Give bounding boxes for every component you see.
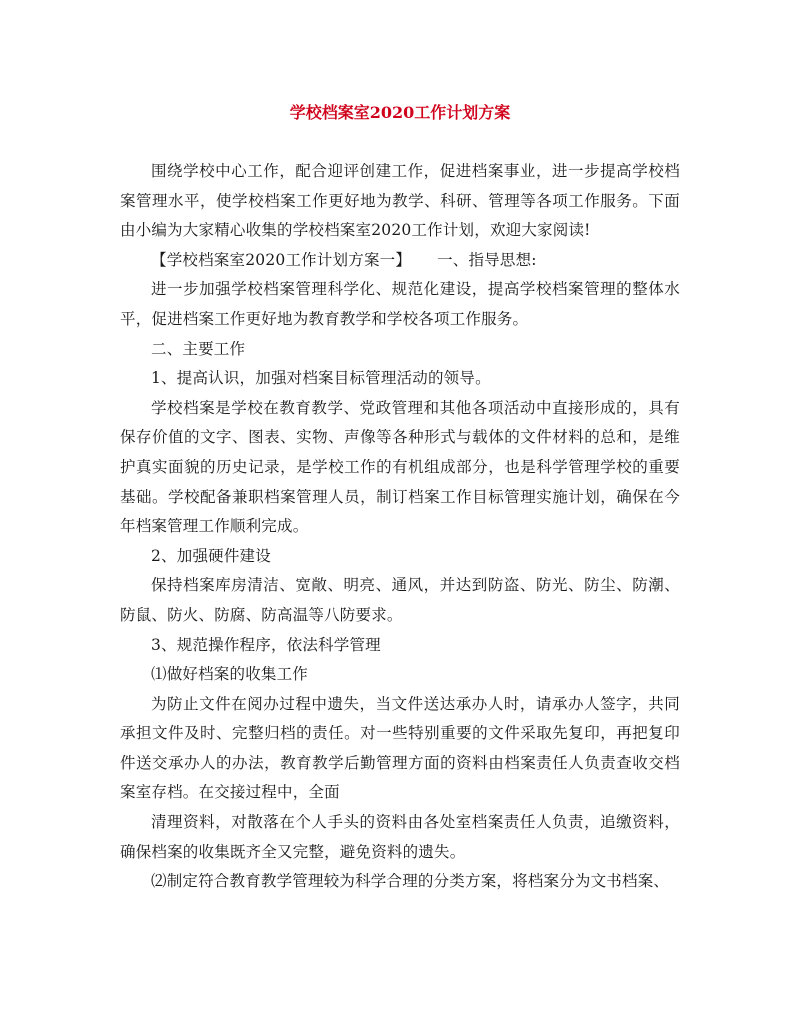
plan-heading-row xyxy=(120,246,680,276)
item-heading-2: 2、加强硬件建设 xyxy=(151,546,271,565)
guiding-paragraph: 进一步加强学校档案管理科学化、规范化建设，提高学校档案管理的整体水平，促进档案工作更好地为教育教学和学校各项工作服务。 xyxy=(120,280,680,328)
paragraph-storage-requirements: 保持档案库房清洁、宽敞、明亮、通风，并达到防盗、防光、防尘、防潮、防鼠、防火、防腐、防高温等八防要求。 xyxy=(120,576,680,624)
item-heading-1: 1、提高认识，加强对档案目标管理活动的领导。 xyxy=(151,369,491,388)
item-heading-3: 3、规范操作程序，依法科学管理 xyxy=(151,635,381,654)
guiding-heading: 一、指导思想: xyxy=(437,250,537,269)
paragraph-collection: 为防止文件在阅办过程中遗失，当文件送达承办人时，请承办人签字，共同承担文件及时、完整归档的责任。对一些特别重要的文件采取先复印，再把复印件送交承办人的办法，教育教学后勤管理方面的资料由档案责任人负责查收交档案室存档。在交接过程中，全面 xyxy=(120,694,680,802)
document-title: 学校档案室2020工作计划方案 xyxy=(289,103,511,122)
subitem-heading-1: ⑴做好档案的收集工作 xyxy=(151,665,309,684)
plan-heading: 【学校档案室2020工作计划方案一】 xyxy=(151,250,412,269)
document-body xyxy=(120,157,680,897)
section-heading-main-work: 二、主要工作 xyxy=(151,339,246,358)
intro-paragraph: 围绕学校中心工作，配合迎评创建工作，促进档案事业，进一步提高学校档案管理水平，使学校档案工作更好地为教学、科研、管理等各项工作服务。下面由小编为大家精心收集的学校档案室2020工作计划，欢迎大家阅读! xyxy=(120,162,680,240)
paragraph-archives-definition: 学校档案是学校在教育教学、党政管理和其他各项活动中直接形成的，具有保存价值的文字、图表、实物、声像等各种形式与载体的文件材料的总和，是维护真实面貌的历史记录，是学校工作的有机组成部分，也是科学管理学校的重要基础。学校配备兼职档案管理人员，制订档案工作目标管理实施计划，确保在今年档案管理工作顺利完成。 xyxy=(120,398,680,536)
subitem-heading-2: ⑵制定符合教育教学管理较为科学合理的分类方案，将档案分为文书档案、 xyxy=(151,872,670,891)
paragraph-cleanup: 清理资料，对散落在个人手头的资料由各处室档案责任人负责，追缴资料，确保档案的收集既齐全又完整，避免资料的遗失。 xyxy=(120,813,680,861)
